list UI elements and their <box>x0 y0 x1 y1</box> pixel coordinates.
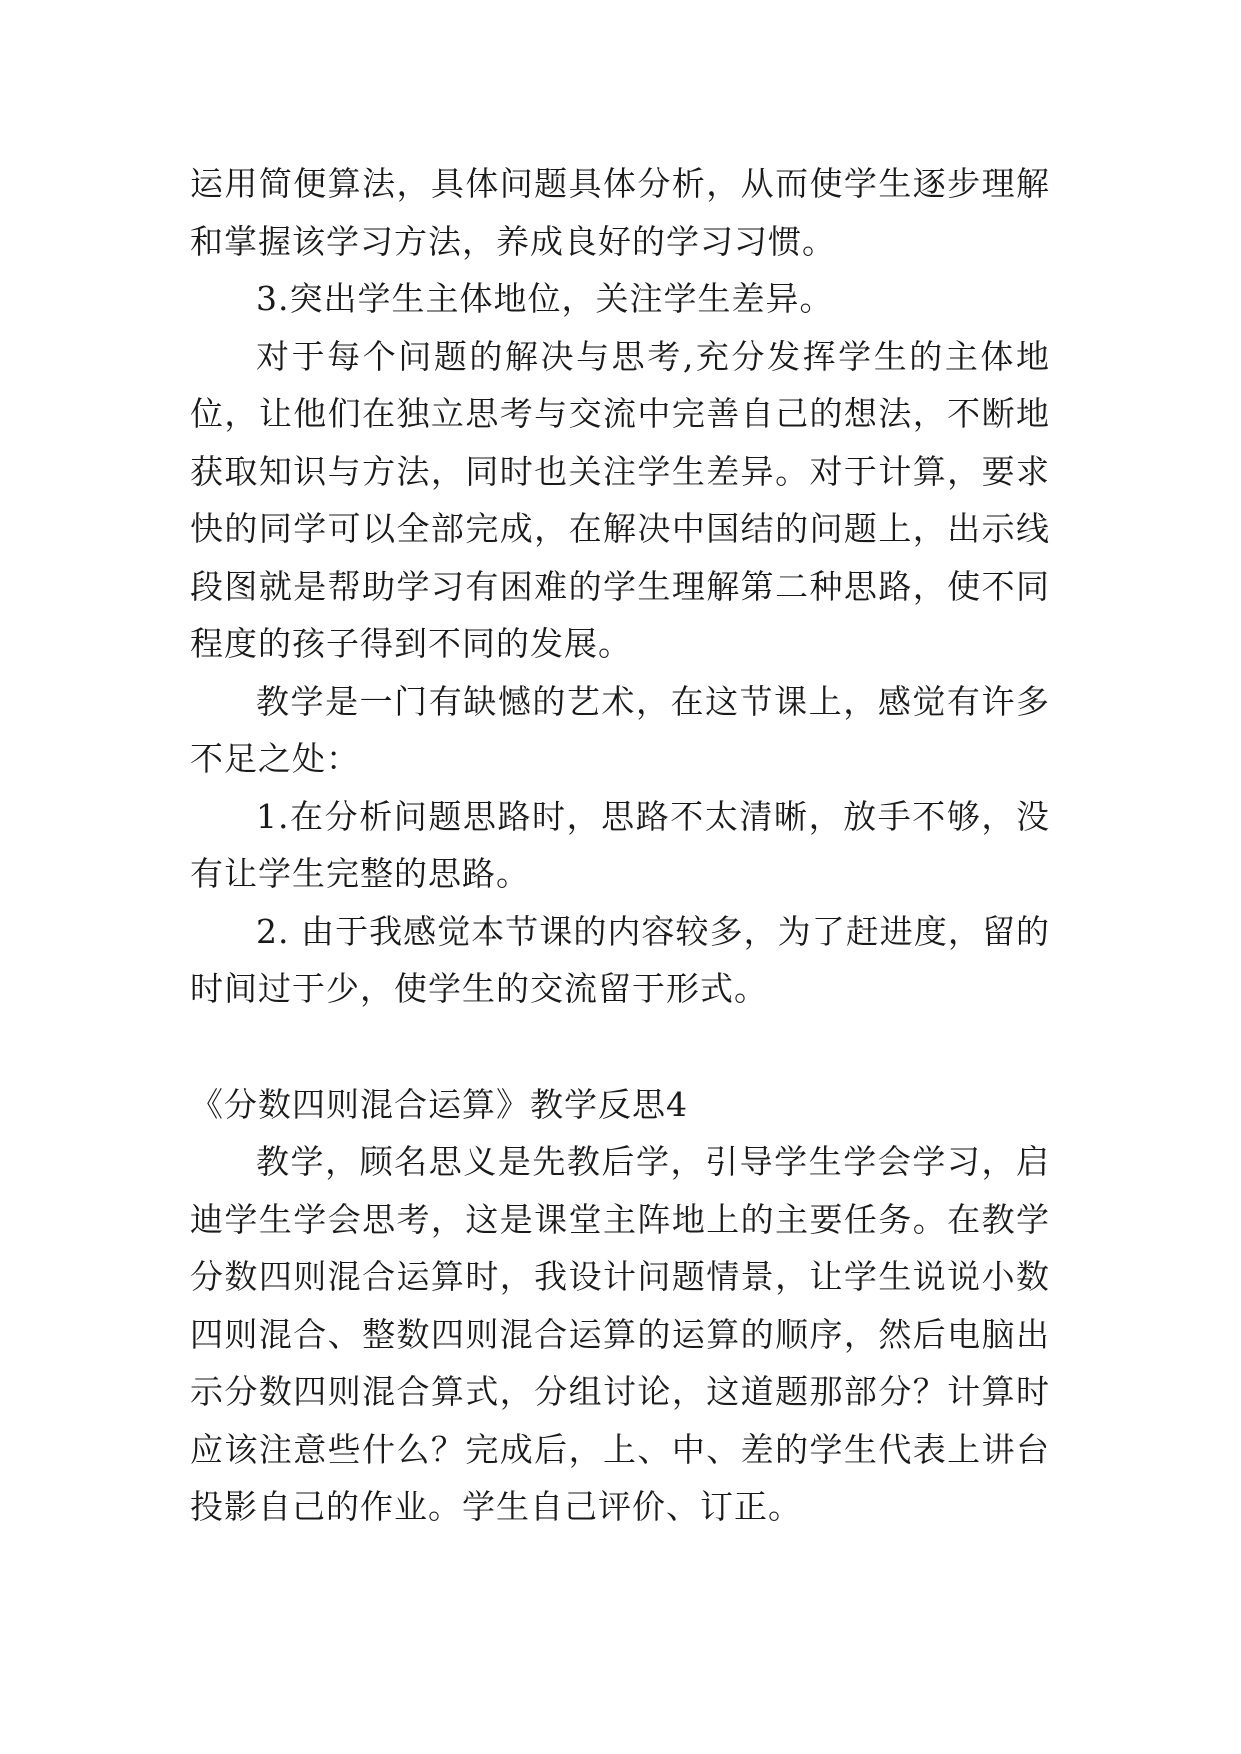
paragraph-2: 3.突出学生主体地位，关注学生差异。 <box>256 279 834 318</box>
paragraph-7: 教学，顾名思义是先教后学，引导学生学会学习，启迪学生学会思考，这是课堂主阵地上的主要任务。在教学分数四则混合运算时，我设计问题情景，让学生说说小数四则混合、整数四则混合运算的运算的顺序，然后电脑出示分数四则混合算式，分组讨论，这道题那部分？计算时应该注意些什么？完成后，上、中、差的学生代表上讲台投影自己的作业。学生自己评价、订正。 <box>190 1142 1050 1526</box>
paragraph-3: 对于每个问题的解决与思考,充分发挥学生的主体地位，让他们在独立思考与交流中完善自己的想法，不断地获取知识与方法，同时也关注学生差异。对于计算，要求快的同学可以全部完成，在解决中国结的问题上，出示线段图就是帮助学习有困难的学生理解第二种思路，使不同程度的孩子得到不同的发展。 <box>190 336 1050 663</box>
paragraph-1: 运用简便算法，具体问题具体分析，从而使学生逐步理解和掌握该学习方法，养成良好的学习习惯。 <box>190 164 1050 261</box>
paragraph-6: 2. 由于我感觉本节课的内容较多，为了赶进度，留的时间过于少，使学生的交流留于形式。 <box>190 911 1050 1008</box>
document-body <box>190 155 1050 1536</box>
section-gap <box>190 1018 1050 1076</box>
section-heading: 《分数四则混合运算》教学反思4 <box>190 1084 688 1124</box>
paragraph-4: 教学是一门有缺憾的艺术，在这节课上，感觉有许多不足之处： <box>190 681 1050 778</box>
paragraph-5: 1.在分析问题思路时，思路不太清晰，放手不够，没有让学生完整的思路。 <box>190 796 1050 893</box>
